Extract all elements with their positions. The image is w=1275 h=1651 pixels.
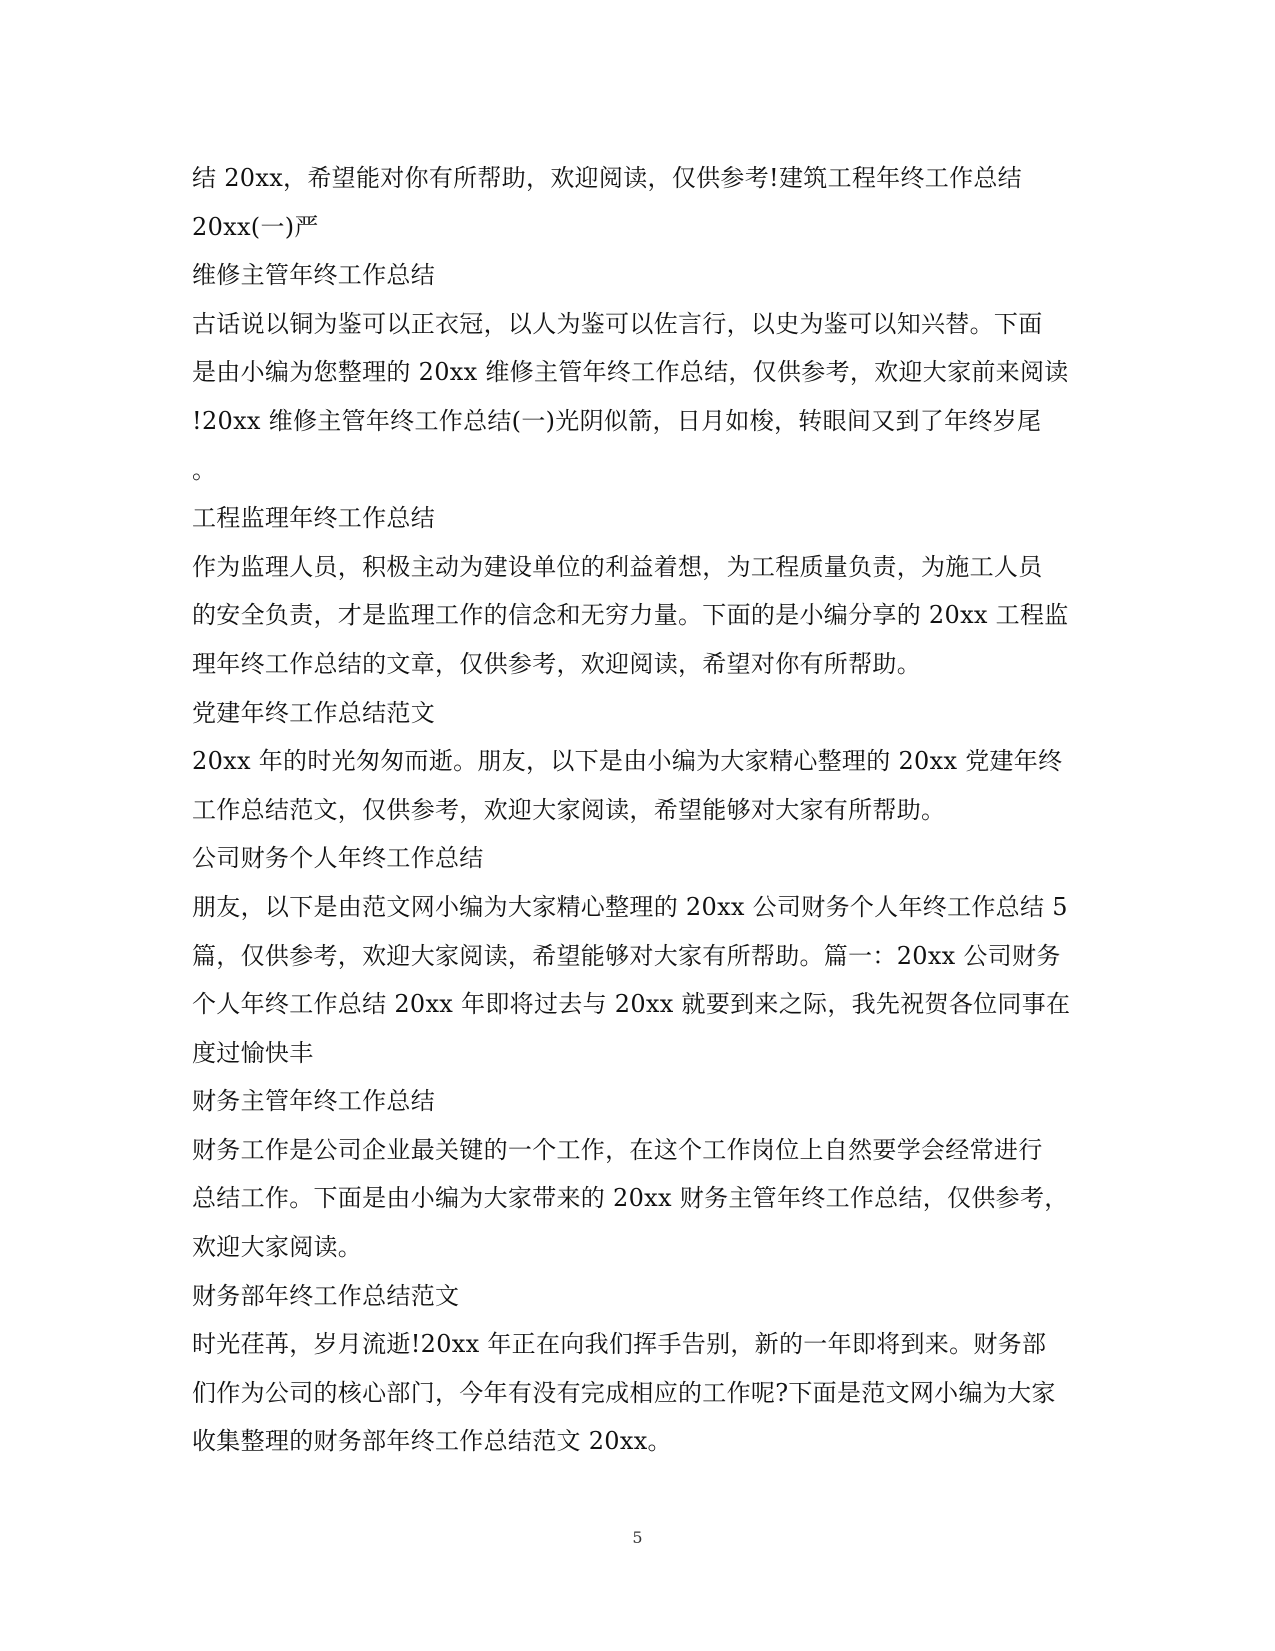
text-line: 们作为公司的核心部门，今年有没有完成相应的工作呢?下面是范文网小编为大家 [192,1378,1056,1407]
section-heading: 公司财务个人年终工作总结 [192,844,484,873]
section-heading: 财务主管年终工作总结 [192,1087,435,1116]
text-line: 朋友，以下是由范文网小编为大家精心整理的 20xx 公司财务个人年终工作总结 5 [192,892,1068,921]
text-line: 古话说以铜为鉴可以正衣冠，以人为鉴可以佐言行，以史为鉴可以知兴替。下面 [192,309,1043,338]
text-line: 财务工作是公司企业最关键的一个工作，在这个工作岗位上自然要学会经常进行 [192,1135,1043,1164]
text-line: 工作总结范文，仅供参考，欢迎大家阅读，希望能够对大家有所帮助。 [192,795,946,824]
text-line: 收集整理的财务部年终工作总结范文 20xx。 [192,1427,672,1456]
text-line: 结 20xx，希望能对你有所帮助，欢迎阅读，仅供参考!建筑工程年终工作总结 [192,164,1022,192]
section-heading: 维修主管年终工作总结 [192,261,435,290]
text-line: 的安全负责，才是监理工作的信念和无穷力量。下面的是小编分享的 20xx 工程监 [192,601,1069,630]
text-line: 20xx(一)严 [192,212,319,241]
text-line: 度过愉快丰 [192,1038,314,1067]
section-heading: 财务部年终工作总结范文 [192,1281,460,1310]
document-body [192,154,1077,1466]
text-line: !20xx 维修主管年终工作总结(一)光阴似箭，日月如梭，转眼间又到了年终岁尾 [192,406,1042,435]
text-line: 篇，仅供参考，欢迎大家阅读，希望能够对大家有所帮助。篇一：20xx 公司财务 [192,941,1061,970]
text-line: 作为监理人员，积极主动为建设单位的利益着想，为工程质量负责，为施工人员 [192,552,1043,581]
text-line: 20xx 年的时光匆匆而逝。朋友，以下是由小编为大家精心整理的 20xx 党建年终 [192,747,1063,776]
text-line: 。 [192,455,217,484]
section-heading: 工程监理年终工作总结 [192,504,435,533]
text-line: 是由小编为您整理的 20xx 维修主管年终工作总结，仅供参考，欢迎大家前来阅读 [192,358,1069,387]
text-line: 理年终工作总结的文章，仅供参考，欢迎阅读，希望对你有所帮助。 [192,649,921,678]
text-line: 欢迎大家阅读。 [192,1233,363,1262]
text-line: 个人年终工作总结 20xx 年即将过去与 20xx 就要到来之际，我先祝贺各位同事在 [192,990,1071,1019]
section-heading: 党建年终工作总结范文 [192,698,435,727]
page-number: 5 [632,1528,643,1547]
text-line: 总结工作。下面是由小编为大家带来的 20xx 财务主管年终工作总结，仅供参考， [192,1184,1069,1213]
text-line: 时光荏苒，岁月流逝!20xx 年正在向我们挥手告别，新的一年即将到来。财务部 [192,1330,1047,1359]
